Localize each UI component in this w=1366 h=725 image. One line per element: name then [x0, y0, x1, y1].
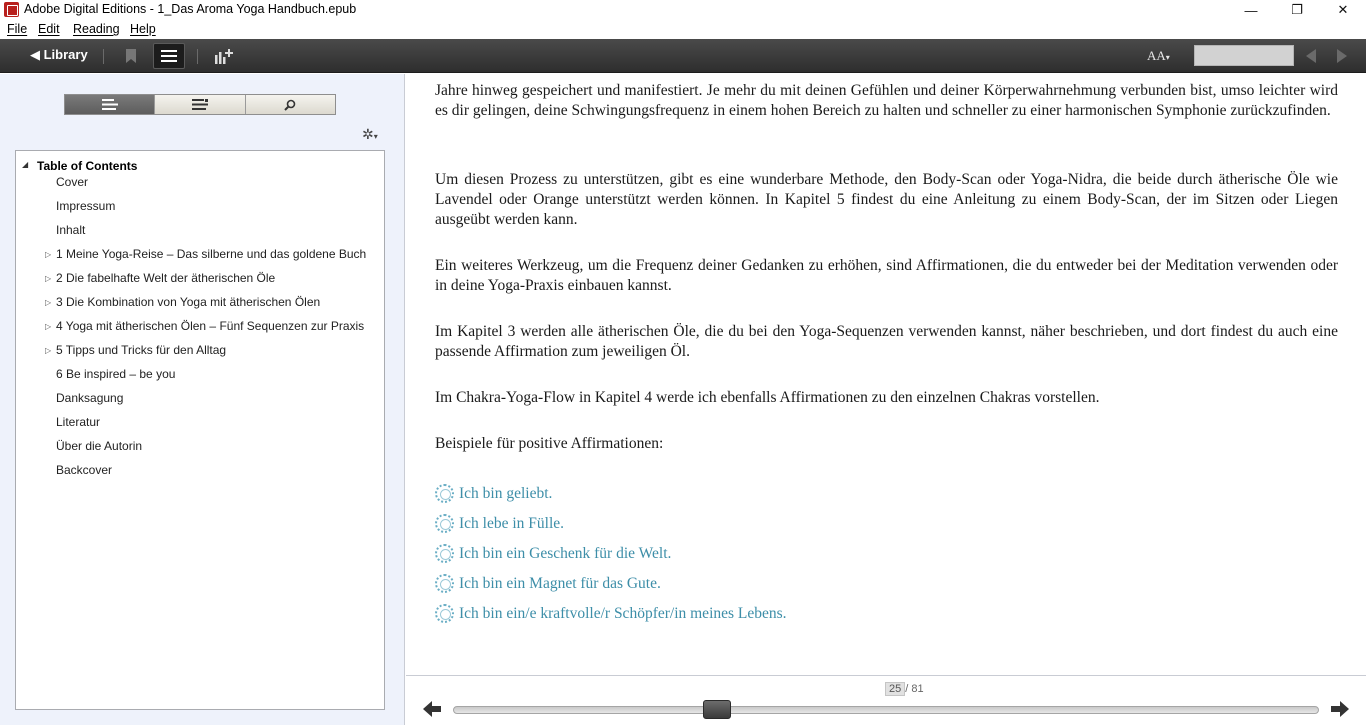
menu-edit[interactable]: Edit — [38, 22, 60, 36]
toc-item[interactable]: Inhalt — [56, 223, 86, 237]
next-page-icon[interactable] — [1331, 701, 1349, 722]
menu-reading[interactable]: Reading — [73, 22, 120, 36]
expand-arrow-icon[interactable]: ▷ — [45, 322, 52, 331]
page-indicator — [885, 682, 924, 696]
library-button[interactable]: ◀ Library — [30, 47, 88, 62]
tab-annotations[interactable] — [155, 95, 245, 114]
affirmation-text: Ich bin ein Magnet für das Gute. — [459, 574, 661, 592]
toolbar-divider — [197, 49, 198, 64]
affirmation-item — [435, 604, 787, 623]
minimize-button[interactable]: — — [1244, 2, 1258, 18]
affirmation-item — [435, 484, 552, 503]
paragraph: Um diesen Prozess zu unterstützen, gibt es eine wunderbare Methode, den Body-Scan oder Yoga-Nidra, die beide durch ätherische Öle wie Lavendel oder Orange unterstützt werden können. In Kapitel 5 findest du eine Anleitung zu einem Body-Scan, der im Sitzen oder Liegen ausgeübt werden kann. — [435, 171, 1338, 228]
page-separator: / — [905, 683, 909, 695]
panel-tab-group — [64, 94, 336, 115]
search-icon — [284, 99, 296, 111]
affirmation-text: Ich bin ein Geschenk für die Welt. — [459, 544, 672, 562]
expand-arrow-icon[interactable]: ▷ — [45, 298, 52, 307]
paragraph: Beispiele für positive Affirmationen: — [435, 435, 664, 452]
toc-title: Table of Contents — [37, 159, 138, 173]
toc-item[interactable]: 1 Meine Yoga-Reise – Das silberne und das goldene Buch — [56, 247, 367, 261]
app-logo-icon — [4, 2, 19, 17]
chevron-down-icon: ▾ — [1165, 53, 1170, 62]
window-title: Adobe Digital Editions - 1_Das Aroma Yoga Handbuch.epub — [24, 2, 357, 16]
annotations-list-icon — [192, 99, 208, 110]
page-navigation — [406, 675, 1366, 725]
search-input[interactable] — [1194, 45, 1294, 66]
tab-search[interactable] — [246, 95, 335, 114]
toc-item[interactable]: Impressum — [56, 199, 116, 213]
toc-item[interactable]: 5 Tipps und Tricks für den Alltag — [56, 343, 227, 357]
add-annotation-icon[interactable] — [214, 47, 234, 65]
menu-bar — [0, 20, 1366, 39]
paragraph: Im Chakra-Yoga-Flow in Kapitel 4 werde ich ebenfalls Affirmationen zu den einzelnen Chakras vorstellen. — [435, 389, 1100, 406]
page-slider-track[interactable] — [453, 706, 1319, 714]
toc-item[interactable]: 4 Yoga mit ätherischen Ölen – Fünf Sequenzen zur Praxis — [56, 319, 365, 333]
page-slider-thumb[interactable] — [703, 700, 731, 719]
affirmation-text: Ich lebe in Fülle. — [459, 514, 565, 532]
toc-item[interactable]: Backcover — [56, 463, 113, 477]
close-button[interactable]: ✕ — [1337, 2, 1349, 17]
total-pages: 81 — [911, 683, 924, 695]
toc-view-icon[interactable] — [153, 43, 185, 69]
flower-bullet-icon — [435, 514, 454, 533]
toc-item[interactable]: 3 Die Kombination von Yoga mit ätherischen Ölen — [56, 295, 321, 309]
flower-bullet-icon — [435, 604, 454, 623]
affirmation-text: Ich bin geliebt. — [459, 484, 553, 502]
next-result-icon[interactable] — [1334, 47, 1350, 65]
affirmation-item — [435, 574, 661, 593]
paragraph: Ein weiteres Werkzeug, um die Frequenz deiner Gedanken zu erhöhen, sind Affirmationen, die du entweder bei der Meditation verwenden oder in deine Yoga-Praxis einbauen kannst. — [435, 257, 1338, 294]
toolbar — [0, 39, 1366, 73]
restore-button[interactable]: ❐ — [1291, 2, 1303, 17]
bookmark-icon[interactable] — [122, 47, 140, 65]
flower-bullet-icon — [435, 574, 454, 593]
toc-item[interactable]: Danksagung — [56, 391, 124, 405]
flower-bullet-icon — [435, 544, 454, 563]
toc-item[interactable]: Cover — [56, 175, 89, 189]
font-size-label: AA — [1147, 48, 1166, 63]
menu-help[interactable]: Help — [130, 22, 156, 36]
affirmation-text: Ich bin ein/e kraftvolle/r Schöpfer/in meines Lebens. — [459, 604, 787, 622]
gear-icon[interactable]: ✲▾ — [362, 126, 378, 142]
affirmation-item — [435, 544, 671, 563]
current-page-field[interactable]: 25 — [885, 682, 905, 696]
tab-contents[interactable] — [65, 95, 155, 114]
reading-pane — [406, 74, 1366, 675]
collapse-arrow-icon[interactable]: ◢ — [22, 160, 29, 169]
expand-arrow-icon[interactable]: ▷ — [45, 250, 52, 259]
menu-file[interactable]: File — [7, 22, 28, 36]
expand-arrow-icon[interactable]: ▷ — [45, 346, 52, 355]
toc-item[interactable]: 6 Be inspired – be you — [56, 367, 176, 381]
flower-bullet-icon — [435, 484, 454, 503]
paragraph: Im Kapitel 3 werden alle ätherischen Öle, die du bei den Yoga-Sequenzen verwenden kannst, näher beschrieben, und dort findest du auch eine passende Affirmation zum jeweiligen Öl. — [435, 323, 1338, 360]
affirmation-item — [435, 514, 564, 533]
title-bar — [0, 0, 1366, 20]
previous-page-icon[interactable] — [423, 701, 441, 722]
contents-list-icon — [102, 99, 118, 110]
previous-result-icon[interactable] — [1303, 47, 1319, 65]
font-size-button[interactable] — [1147, 48, 1170, 64]
toc-item[interactable]: 2 Die fabelhafte Welt der ätherischen Öle — [56, 271, 276, 285]
expand-arrow-icon[interactable]: ▷ — [45, 274, 52, 283]
toc-item[interactable]: Literatur — [56, 415, 101, 429]
toc-item[interactable]: Über die Autorin — [56, 439, 143, 453]
paragraph: Jahre hinweg gespeichert und manifestiert. Je mehr du mit deinen Gefühlen und deiner Körperwahrnehmung verbunden bist, umso leichter wird es dir gelingen, deine Schwingungsfrequenz in einem hohen Bereich zu halten und schneller zu einer harmonischen Symphonie zurückzufinden. — [435, 82, 1338, 119]
left-panel — [0, 74, 405, 725]
toolbar-divider — [103, 49, 104, 64]
toc-list — [15, 150, 385, 710]
